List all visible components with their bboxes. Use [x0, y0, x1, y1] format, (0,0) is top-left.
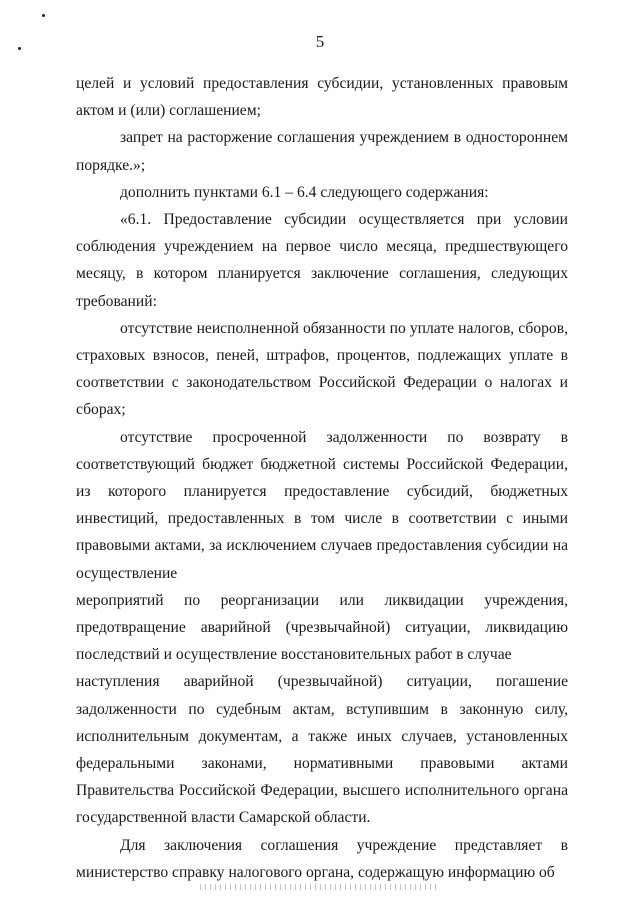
paragraph-segment: задолженности по судебным актам, вступившим в законную силу, исполнительным документам, а также иных случаев, установленных федеральными законами, нормативными правовыми актами Правительства Российской Федерации, высшего исполнительного органа государственной власти Самарской области. [76, 700, 568, 827]
paragraph-subsidy-goals: целей и условий предоставления субсидии, установленных правовым актом и (или) соглашением; [76, 75, 568, 120]
document-body [76, 70, 568, 886]
scan-artifact [200, 884, 440, 890]
paragraph-segment: соответствующий бюджет бюджетной системы Российской Федерации, из которого планируется предоставление субсидий, бюджетных инвестиций, предоставленных в том числе в соответствии с иными правовыми актами, за исключением случаев предоставления субсидии на осуществление [76, 455, 568, 582]
paragraph-tax-certificate [76, 832, 568, 886]
page-number: 5 [315, 32, 325, 51]
paragraph-6-1: «6.1. Предоставление субсидии осуществляется при условии соблюдения учреждением на первое число месяца, предшествующего месяцу, в котором планируется заключение соглашения, следующих требований: [76, 211, 568, 310]
paragraph-no-tax-debt: отсутствие неисполненной обязанности по уплате налогов, сборов, страховых взносов, пеней, штрафов, процентов, подлежащих уплате в соответствии с законодательством Российской Федерации о налогах и сборах; [76, 319, 568, 419]
justified-line: отсутствие просроченной задолженности по возврату в [120, 428, 568, 446]
justified-line: Для заключения соглашения учреждение представляет в [120, 836, 568, 854]
paragraph-segment: предотвращение аварийной (чрезвычайной) ситуации, ликвидацию последствий и осуществление восстановительных работ в случае [76, 619, 568, 664]
paragraph-termination-ban: запрет на расторжение соглашения учреждением в одностороннем порядке.»; [76, 129, 568, 174]
justified-line: мероприятий по реорганизации или ликвидации учреждения, [76, 591, 568, 609]
paragraph-no-overdue-debt [76, 424, 568, 832]
paragraph-segment: министерство справку налогового органа, содержащую информацию об [76, 863, 555, 881]
scan-mark [42, 14, 45, 17]
justified-line: наступления аварийной (чрезвычайной) ситуации, погашение [76, 673, 568, 691]
paragraph-add-points: дополнить пунктами 6.1 – 6.4 следующего содержания: [120, 183, 489, 201]
